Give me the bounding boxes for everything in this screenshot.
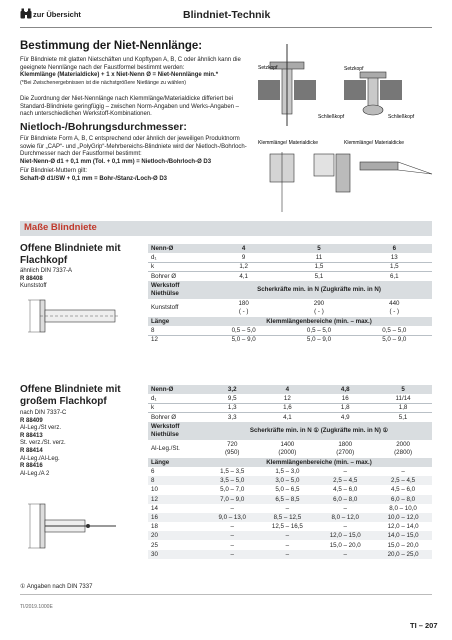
- table-cell: 12: [148, 495, 206, 504]
- table-cell: 5,0 – 9,0: [357, 335, 432, 344]
- table-header: 3,2: [206, 385, 258, 394]
- table-cell: 1,5 – 3,5: [220, 468, 245, 476]
- schliesskopf-label-1: Schließkopf: [318, 114, 345, 120]
- table-cell: 1,2: [206, 262, 281, 271]
- table-cell: –: [401, 468, 405, 476]
- table-cell: 12: [283, 395, 291, 403]
- table-cell: d₁: [151, 395, 157, 403]
- table-cell: –: [285, 504, 290, 512]
- intro-p3: Für Blindniete Form A, B, C entsprechend oder ähnlich der jeweiligen Produktnorm sowie für „CAP“- und „PolyGrip“-Mehrbereichs-Blindniete wird der Nietloch-/Bohrloch-Durchmesser nach der Faustformel bestimmt:: [20, 136, 247, 158]
- product2-article-number[interactable]: R 88409: [20, 417, 43, 424]
- table-row: [148, 495, 432, 504]
- table-cell: 290 ( - ): [313, 299, 325, 315]
- table-cell: 12,5 – 16,5: [271, 523, 303, 531]
- product2-line: Al-Leg./Al-Leg.: [20, 455, 60, 462]
- table-cell: 9,0 – 13,0: [206, 513, 258, 522]
- formula-mutter: Schaft-Ø d1/SW + 0,1 mm = Bohr-/Stanz-/Loch-Ø D3: [20, 175, 168, 182]
- scherkraefte-label: Scherkräfte min. in N (Zugkräfte min. in N): [206, 281, 432, 299]
- table-cell: 10: [151, 486, 158, 494]
- section-title-nennlaenge: Bestimmung der Niet-Nennlänge:: [20, 40, 203, 52]
- table-cell: –: [316, 550, 374, 559]
- section-band-title: Maße Blindniete: [24, 222, 97, 233]
- table-cell: 5,0 – 9,0: [281, 335, 356, 344]
- table-cell: 2,5 – 4,5: [316, 476, 374, 485]
- product2-article-number[interactable]: R 88416: [20, 463, 43, 470]
- table-cell: 6: [151, 468, 155, 476]
- table-cell: 1400 (2000): [278, 440, 297, 456]
- product1-info: [20, 268, 140, 291]
- table-cell: 2,5 – 4,5: [374, 476, 432, 485]
- table-row: [148, 335, 432, 344]
- table-cell: 10,0 – 12,0: [374, 513, 432, 522]
- table-cell: 12: [148, 335, 206, 344]
- table-cell: 14,0 – 15,0: [374, 531, 432, 540]
- page-number: TI – 207: [410, 621, 438, 630]
- table-cell: d₁: [151, 254, 157, 262]
- footer-divider: [20, 594, 432, 595]
- table-cell: 1,5 – 3,0: [275, 468, 300, 476]
- table-cell: 3,5 – 5,0: [206, 476, 258, 485]
- binoculars-icon[interactable]: [20, 8, 32, 19]
- table-header: 4: [206, 244, 281, 253]
- table-cell: 14: [151, 504, 158, 512]
- table-cell: 6,0 – 8,0: [374, 495, 432, 504]
- intro-p2: Die Zuordnung der Niet-Nennlänge nach Klemmlänge/Materialdicke differiert bei Standard-Blindniete geringfügig – zwischen Norm-Angaben und Werks-Angaben – nach unterschiedlichen Werkstoff-Kombinationen.: [20, 96, 240, 118]
- section-title-bohrung: Nietloch-/Bohrungsdurchmesser:: [20, 121, 187, 133]
- table-cell: 8,0 – 10,0: [389, 504, 417, 512]
- table-cell: –: [343, 523, 347, 531]
- table-cell: 18: [151, 523, 158, 531]
- table-cell: 30: [148, 550, 206, 559]
- table-cell: Bohrer Ø: [148, 272, 206, 281]
- table-row: [148, 531, 432, 540]
- table-cell: 720 (950): [225, 440, 240, 456]
- intro-p4: Für Blindniet-Muttern gilt:: [20, 168, 88, 174]
- setzkopf-label-2: Setzkopf: [344, 66, 364, 72]
- table-cell: 9: [241, 254, 246, 262]
- table-row: [148, 458, 432, 467]
- table-cell: 12,0 – 15,0: [316, 531, 374, 540]
- document-code: TI/2019.1000E: [20, 604, 53, 610]
- table-cell: 5,0 – 6,5: [275, 486, 300, 494]
- table-cell: 16: [341, 395, 349, 403]
- table-row: [148, 476, 432, 485]
- table-cell: –: [230, 504, 234, 512]
- intro-p4-block: [20, 168, 248, 183]
- table-cell: 5,1: [281, 272, 356, 281]
- back-to-overview-link[interactable]: zur Übersicht: [33, 10, 81, 19]
- scherkraefte-label: Scherkräfte min. in N ① (Zugkräfte min. in N) ①: [206, 422, 432, 440]
- product1-article-number[interactable]: R 88408: [20, 275, 43, 282]
- table-cell: –: [258, 550, 316, 559]
- table-cell: 15,0 – 20,0: [329, 541, 361, 549]
- table-row: [148, 394, 432, 403]
- table-cell: 8,5 – 12,5: [258, 513, 316, 522]
- table-cell: –: [343, 468, 347, 476]
- table-cell: 8: [151, 326, 155, 334]
- klemm-label-1: Klemmlänge/ Materialdicke: [258, 140, 319, 146]
- table-cell: 1,8: [316, 403, 374, 412]
- product2-line: Al-Leg./A 2: [20, 470, 50, 477]
- table-cell: 25: [151, 541, 158, 549]
- product2-line: Al-Leg./St verz.: [20, 425, 62, 432]
- klemm-label: Klemmlängenbereiche (min. – max.): [206, 458, 432, 467]
- table-row: [148, 485, 432, 494]
- table-cell: 5,0 – 9,0: [206, 335, 281, 344]
- table-cell: 3,3: [206, 413, 258, 422]
- table-cell: Bohrer Ø: [148, 413, 206, 422]
- table-cell: 6,0 – 8,0: [316, 495, 374, 504]
- table-cell: Al-Leg./St.: [151, 445, 180, 453]
- table-cell: 1,5: [357, 262, 432, 271]
- table-cell: 1,3: [206, 403, 258, 412]
- table-row: [148, 281, 432, 299]
- table-cell: 11: [315, 254, 323, 262]
- intro-p3-block: [20, 136, 248, 166]
- product1-title: Offene Blindniete mit Flachkopf: [20, 243, 121, 266]
- table-cell: Kunststoff: [151, 304, 179, 312]
- table-cell: 0,5 – 5,0: [306, 326, 332, 334]
- table-row: [148, 550, 432, 559]
- table-cell: 3,0 – 5,0: [258, 476, 316, 485]
- table-cell: 440 ( - ): [389, 299, 400, 315]
- klemm-label-2: Klemmlänge/ Materialdicke: [344, 140, 405, 146]
- table-header: Nenn-Ø: [148, 385, 206, 394]
- product2-article-number[interactable]: R 88413: [20, 432, 43, 439]
- table-row: [148, 413, 432, 422]
- table-cell: 1800 (2700): [336, 440, 355, 456]
- intro-text: [20, 57, 248, 87]
- table-cell: 4,5 – 6,0: [391, 486, 416, 494]
- table-cell: 20,0 – 25,0: [374, 550, 432, 559]
- table-row: [148, 272, 432, 281]
- table-row: [148, 467, 432, 476]
- table-cell: 6,1: [357, 272, 432, 281]
- table-row: [148, 403, 432, 412]
- table-row: [148, 540, 432, 549]
- product1-rivet-drawing: [24, 296, 124, 342]
- table-cell: 11/14: [395, 395, 411, 403]
- table-cell: –: [230, 541, 234, 549]
- table-cell: –: [343, 504, 347, 512]
- table-cell: 20: [148, 531, 206, 540]
- table-cell: 4,5 – 6,0: [333, 486, 358, 494]
- table-header: 5: [281, 244, 356, 253]
- table-cell: 16: [148, 513, 206, 522]
- product2-info: [20, 410, 140, 478]
- formula-nennlaenge: Klemmlänge (Materialdicke) + 1 x Niet-Nenn Ø = Niet-Nennlänge min.*: [20, 72, 219, 79]
- table-cell: 5,0 – 7,0: [220, 486, 245, 494]
- table-cell: 12,0 – 14,0: [387, 523, 419, 531]
- table-row: [148, 513, 432, 522]
- product2-line: St. verz./St. verz.: [20, 440, 66, 447]
- table-header: 5: [374, 385, 432, 394]
- laenge-label: Länge: [148, 458, 206, 467]
- table-row: [148, 422, 432, 440]
- table-row: [148, 440, 432, 458]
- table-cell: –: [285, 541, 290, 549]
- table-cell: 7,0 – 9,0: [206, 495, 258, 504]
- table-cell: 15,0 – 20,0: [387, 541, 419, 549]
- table-cell: 1,6: [258, 403, 316, 412]
- table-header: 4,8: [316, 385, 374, 394]
- table-cell: 9,5: [227, 395, 237, 403]
- table-cell: k: [148, 403, 206, 412]
- werkstoff-label: Werkstoff Niethülse: [148, 281, 206, 299]
- table-row: [148, 253, 432, 262]
- table-cell: –: [230, 523, 234, 531]
- rivet-setting-diagram: [256, 36, 436, 214]
- header-divider: [20, 27, 432, 28]
- table-row: [148, 504, 432, 513]
- product2-title: Offene Blindniete mit großem Flachkopf: [20, 384, 121, 407]
- product1-line: ähnlich DIN 7337-A: [20, 268, 73, 274]
- table-cell: 4,1: [258, 413, 316, 422]
- product2-article-number[interactable]: R 88414: [20, 447, 43, 454]
- laenge-label: Länge: [148, 317, 206, 326]
- product2-table: [148, 385, 432, 559]
- table-cell: 8,0 – 12,0: [316, 513, 374, 522]
- product1-table: [148, 244, 432, 344]
- table-cell: 8: [148, 476, 206, 485]
- table-cell: 0,5 – 5,0: [382, 326, 407, 334]
- table-cell: 13: [390, 254, 398, 262]
- table-row: [148, 299, 432, 317]
- table-cell: –: [206, 531, 258, 540]
- product1-line: Kunststoff: [20, 283, 47, 290]
- intro-p1: Für Blindniete mit glatten Nietschäften und Kopftypen A, B, C oder ähnlich kann die geeignete Nennlänge nach der Faustformel bestimmt werden:: [20, 57, 241, 71]
- table-cell: k: [148, 262, 206, 271]
- table-row: [148, 326, 432, 335]
- klemm-label: Klemmlängenbereiche (min. – max.): [206, 317, 432, 326]
- werkstoff-label: Werkstoff Niethülse: [148, 422, 206, 440]
- table-cell: 1,8: [374, 403, 432, 412]
- footnote-din: ① Angaben nach DIN 7337: [20, 584, 93, 590]
- setzkopf-label-1: Setzkopf: [258, 65, 278, 71]
- schliesskopf-label-2: Schließkopf: [388, 114, 415, 120]
- product2-rivet-drawing: [24, 500, 124, 560]
- table-cell: 4,1: [206, 272, 281, 281]
- formula-bohrung: Niet-Nenn-Ø d1 + 0,1 mm (Tol. + 0,1 mm) = Nietloch-/Bohrloch-Ø D3: [20, 158, 212, 165]
- table-cell: 180 ( - ): [238, 299, 249, 315]
- table-row: [148, 522, 432, 531]
- page-title: Blindniet-Technik: [183, 9, 271, 21]
- table-cell: –: [258, 531, 316, 540]
- table-cell: –: [206, 550, 258, 559]
- table-cell: 6,5 – 8,5: [258, 495, 316, 504]
- table-cell: 5,1: [374, 413, 432, 422]
- table-cell: 1,5: [281, 262, 356, 271]
- table-cell: 0,5 – 5,0: [231, 326, 256, 334]
- table-row: [148, 262, 432, 271]
- table-header: 4: [258, 385, 316, 394]
- table-cell: 2000 (2800): [394, 440, 413, 456]
- product2-line: nach DIN 7337-C: [20, 410, 67, 416]
- table-header: Nenn-Ø: [148, 244, 206, 253]
- intro-footnote: (*Bei Zwischenergebnissen ist die nächstgrößere Nietlänge zu wählen): [20, 79, 187, 86]
- table-row: [148, 317, 432, 326]
- table-cell: 4,9: [316, 413, 374, 422]
- table-header: 6: [357, 244, 432, 253]
